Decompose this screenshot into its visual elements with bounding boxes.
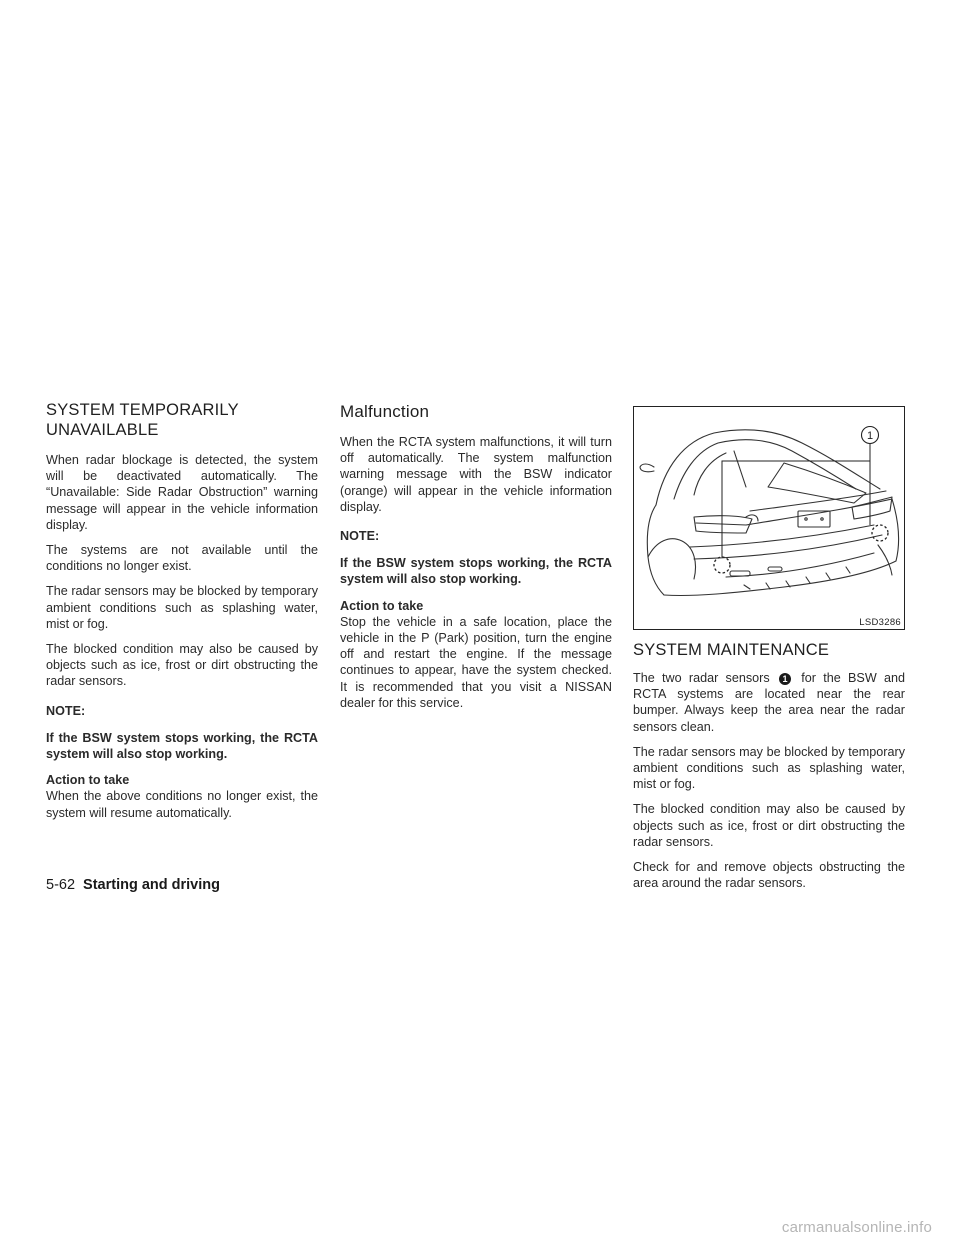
section-heading-system-maintenance: SYSTEM MAINTENANCE [633, 641, 830, 659]
paragraph-blocked-condition: The blocked condition may also be caused by objects such as ice, frost or dirt obstructing the radar sensors. [633, 802, 905, 849]
figure-code: LSD3286 [859, 617, 901, 628]
left-radar-sensor-marker [714, 557, 730, 573]
action-text: Stop the vehicle in a safe location, place the vehicle in the P (Park) position, turn the engine off and restart the engine. If the message continues to appear, have the system checked. It is recommended that you visit a NISSAN dealer for this service. [340, 614, 612, 710]
car-rear-view-drawing [634, 407, 904, 629]
action-label: Action to take [46, 773, 130, 788]
column-system-temporarily-unavailable [46, 400, 318, 830]
sensor-location-text-start: The two radar sensors [633, 671, 770, 685]
action-block [46, 772, 318, 821]
action-block [340, 598, 612, 711]
paragraph-radar-blockage: When radar blockage is detected, the system will be deactivated automatically. The “Unavailable: Side Radar Obstruction” warning message will appear in the vehicle information display. [46, 453, 318, 532]
callout-number: 1 [866, 430, 874, 442]
heading-line-1: SYSTEM TEMPORARILY [46, 401, 239, 419]
sensor-location-text-end: for the BSW and RCTA systems are located near the rear bumper. Always keep the area near the radar sensors clean. [633, 671, 906, 734]
paragraph-check-objects: Check for and remove objects obstructing the area around the radar sensors. [633, 860, 905, 891]
section-title: Starting and driving [83, 877, 220, 893]
note-label: NOTE: [340, 529, 380, 544]
right-radar-sensor-marker [872, 525, 888, 541]
note-text: If the BSW system stops working, the RCTA system will also stop working. [46, 730, 318, 762]
column-malfunction [340, 402, 612, 720]
paragraph-ambient-conditions: The radar sensors may be blocked by temporary ambient conditions such as splashing water, mist or fog. [633, 744, 905, 792]
section-heading-malfunction: Malfunction [340, 402, 430, 421]
page-number: 5-62 [46, 877, 76, 893]
watermark: carmanualsonline.info [781, 1219, 932, 1236]
paragraph-malfunction: When the RCTA system malfunctions, it will turn off automatically. The system malfunction warning message with the BSW indicator (orange) will appear in the vehicle information display. [340, 435, 612, 514]
heading-line-2: UNAVAILABLE [46, 421, 159, 439]
paragraph-blocked-condition: The blocked condition may also be caused by objects such as ice, frost or dirt obstructing the radar sensors. [46, 642, 318, 689]
section-heading-system-temporarily-unavailable [46, 400, 318, 440]
note-text: If the BSW system stops working, the RCTA system will also stop working. [340, 556, 612, 587]
column-system-maintenance [633, 406, 905, 900]
callout-marker: 1 [779, 673, 791, 685]
note-label: NOTE: [46, 703, 86, 718]
paragraph-sensor-location [633, 670, 905, 735]
page-footer [46, 877, 220, 893]
action-text: When the above conditions no longer exist, the system will resume automatically. [46, 789, 318, 820]
paragraph-not-available: The systems are not available until the conditions no longer exist. [46, 543, 318, 574]
paragraph-ambient-conditions: The radar sensors may be blocked by temporary ambient conditions such as splashing water, mist or fog. [46, 584, 318, 631]
action-label: Action to take [340, 598, 424, 613]
radar-sensor-illustration [633, 406, 905, 630]
